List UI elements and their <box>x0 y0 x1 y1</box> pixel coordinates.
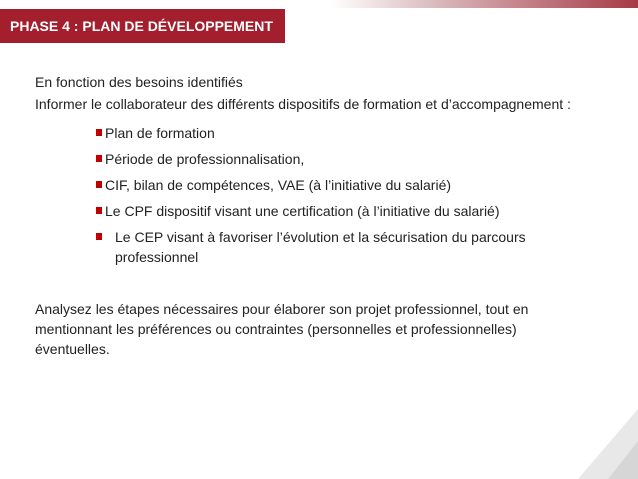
square-bullet-icon <box>96 155 102 162</box>
intro-line-1: En fonction des besoins identifiés <box>35 74 243 90</box>
square-bullet-icon <box>96 233 102 240</box>
list-item <box>35 175 615 195</box>
intro-line-2: Informer le collaborateur des différents dispositifs de formation et d’accompagnement : <box>35 96 571 112</box>
square-bullet-icon <box>96 129 102 136</box>
bullet-text: CIF, bilan de compétences, VAE (à l’initiative du salarié) <box>105 177 452 193</box>
page-title: PHASE 4 : PLAN DE DÉVELOPPEMENT <box>10 18 273 34</box>
top-band <box>0 0 638 8</box>
square-bullet-icon <box>96 207 102 214</box>
corner-decoration-inner <box>608 441 638 479</box>
list-item <box>35 227 615 267</box>
bullet-text: Le CPF dispositif visant une certification (à l’initiative du salarié) <box>105 203 500 219</box>
square-bullet-icon <box>96 181 102 188</box>
top-band-accent <box>330 0 638 8</box>
closing-paragraph: Analysez les étapes nécessaires pour élaborer son projet professionnel, tout en mentionnant les préférences ou contraintes (personnelles et professionnelles) éventuelles. <box>35 301 529 357</box>
list-item <box>35 201 615 221</box>
list-item <box>35 149 615 169</box>
bullet-text: Période de professionnalisation, <box>105 151 305 167</box>
list-item <box>35 123 615 143</box>
bullet-text: Plan de formation <box>105 125 215 141</box>
bullet-text: Le CEP visant à favoriser l’évolution et la sécurisation du parcours professionnel <box>115 229 526 265</box>
slide-content <box>35 72 615 359</box>
